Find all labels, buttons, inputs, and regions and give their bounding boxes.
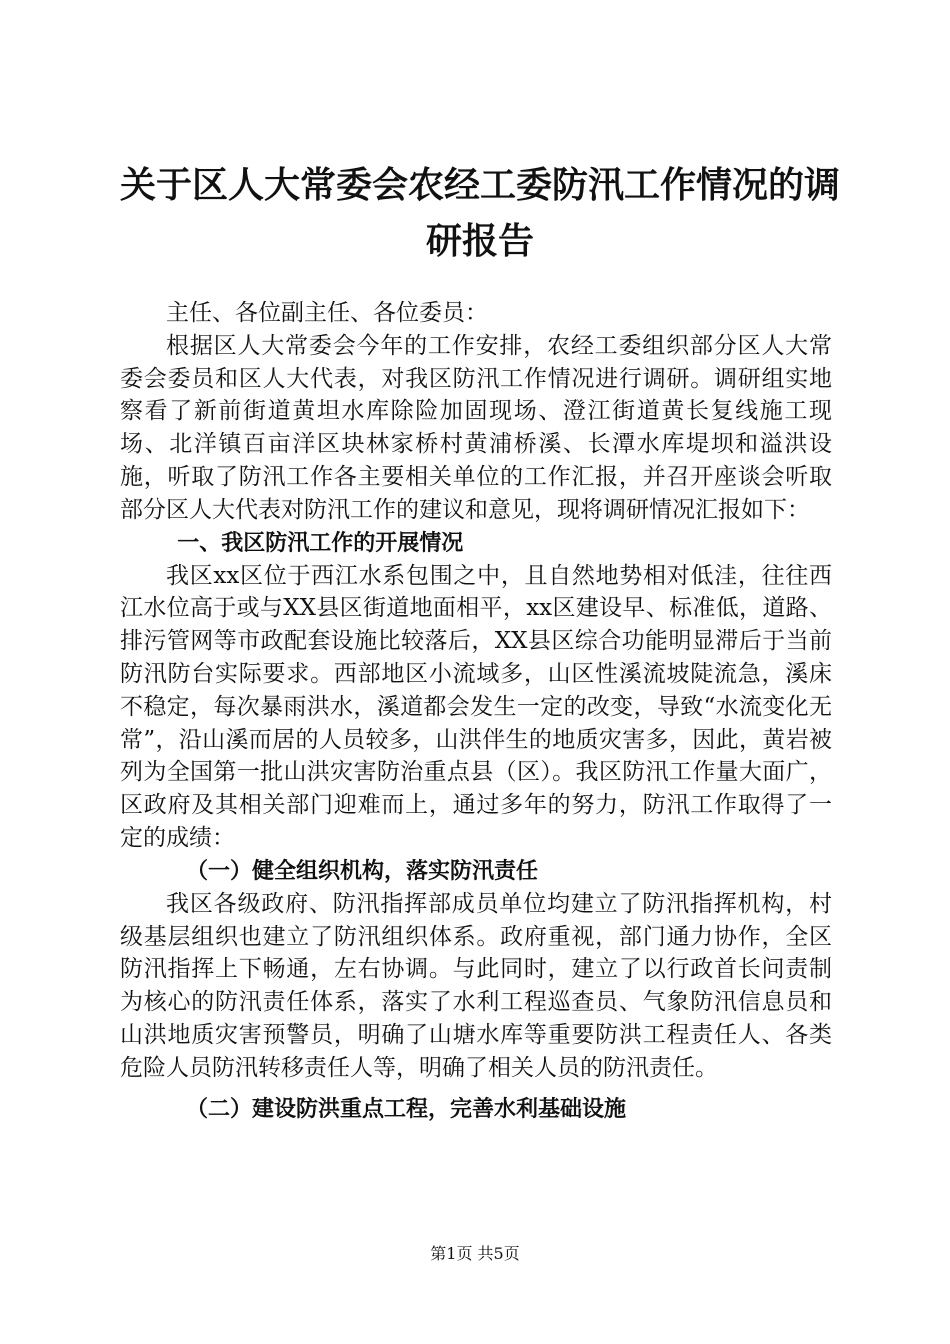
document-title: 关于区人大常委会农经工委防汛工作情况的调研报告 [120,165,841,262]
intro-paragraph: 根据区人大常委会今年的工作安排，农经工委组织部分区人大常委会委员和区人大代表，对我区防汛工作情况进行调研。调研组实地察看了新前街道黄坦水库除险加固现场、澄江街道黄长复线施工现场、北洋镇百亩洋区块林家桥村黄浦桥溪、长潭水库堤坝和溢洪设施，听取了防汛工作各主要相关单位的工作汇报，并召开座谈会听取部分区人大代表对防汛工作的建议和意见，现将调研情况汇报如下： [120,332,832,523]
salutation: 主任、各位副主任、各位委员： [166,300,488,326]
subsection-1-paragraph: 我区各级政府、防汛指挥部成员单位均建立了防汛指挥机构，村级基层组织也建立了防汛组织体系。政府重视，部门通力协作，全区防汛指挥上下畅通，左右协调。与此同时，建立了以行政首长问责制为核心的防汛责任体系，落实了水利工程巡查员、气象防汛信息员和山洪地质灾害预警员，明确了山塘水库等重要防洪工程责任人、各类危险人员防汛转移责任人等，明确了相关人员的防汛责任。 [120,890,832,1081]
section-heading-1: 一、我区防汛工作的开展情况 [177,530,464,556]
subsection-heading-1: （一）健全组织机构，落实防汛责任 [186,858,539,884]
page-footer: 第1页 共5页 [430,1244,520,1263]
document-body [120,297,832,1126]
section-1-paragraph: 我区xx区位于西江水系包围之中，且自然地势相对低洼，往往西江水位高于或与XX县区街道地面相平，xx区建设早、标准低，道路、排污管网等市政配套设施比较落后，XX县区综合功能明显滞后于当前防汛防台实际要求。西部地区小流域多，山区性溪流坡陡流急，溪床不稳定，每次暴雨洪水，溪道都会发生一定的改变，导致“水流变化无常”，沿山溪而居的人员较多，山洪伴生的地质灾害多，因此，黄岩被列为全国第一批山洪灾害防治重点县（区）。我区防汛工作量大面广，区政府及其相关部门迎难而上，通过多年的努力，防汛工作取得了一定的成绩： [120,562,832,851]
subsection-heading-2: （二）建设防洪重点工程，完善水利基础设施 [186,1096,627,1122]
